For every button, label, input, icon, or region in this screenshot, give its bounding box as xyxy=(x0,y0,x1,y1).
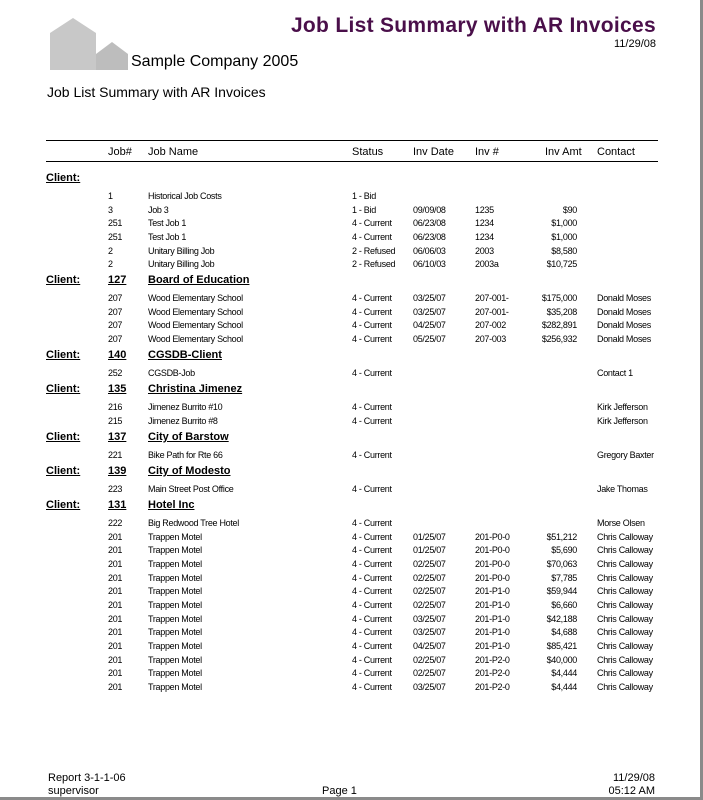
table-row xyxy=(0,559,700,572)
cell-job: 201 xyxy=(108,531,123,542)
cell-inv-num: 201-P2-0 xyxy=(475,654,510,665)
cell-inv-num: 207-001- xyxy=(475,306,509,317)
cell-contact: Chris Calloway xyxy=(597,572,653,583)
cell-job-name: Test Job 1 xyxy=(148,231,187,242)
cell-job-name: Wood Elementary School xyxy=(148,333,243,344)
cell-contact: Chris Calloway xyxy=(597,599,653,610)
cell-status: 4 - Current xyxy=(352,484,392,494)
table-row xyxy=(0,641,700,654)
cell-job-name: Unitary Billing Job xyxy=(148,259,215,270)
col-header-job-name: Job Name xyxy=(148,146,199,158)
table-row xyxy=(0,627,700,640)
cell-job-name: Wood Elementary School xyxy=(148,320,243,331)
cell-inv-date: 03/25/07 xyxy=(413,627,446,638)
cell-status: 4 - Current xyxy=(352,599,392,610)
cell-job: 201 xyxy=(108,572,123,583)
cell-inv-amt: $6,660 xyxy=(551,599,577,610)
cell-inv-num: 201-P1-0 xyxy=(475,613,510,624)
cell-contact: Contact 1 xyxy=(597,368,633,378)
cell-job: 3 xyxy=(108,204,113,215)
cell-contact: Kirk Jefferson xyxy=(597,415,648,426)
cell-job-name: Unitary Billing Job xyxy=(148,245,215,256)
cell-contact: Kirk Jefferson xyxy=(597,402,648,412)
table-row xyxy=(0,600,700,613)
client-code: 127 xyxy=(108,274,127,286)
cell-job-name: Jimenez Burrito #8 xyxy=(148,415,218,426)
client-code: 139 xyxy=(108,465,127,477)
cell-status: 4 - Current xyxy=(352,293,392,303)
cell-status: 4 - Current xyxy=(352,531,392,542)
cell-status: 4 - Current xyxy=(352,306,392,317)
header-rule-top xyxy=(46,140,658,141)
cell-job: 251 xyxy=(108,231,123,242)
table-row xyxy=(0,205,700,218)
cell-inv-amt: $1,000 xyxy=(551,218,577,229)
cell-job: 221 xyxy=(108,450,123,460)
cell-job: 2 xyxy=(108,259,113,270)
cell-job-name: Trappen Motel xyxy=(148,599,202,610)
table-row xyxy=(0,246,700,259)
cell-job-name: Bike Path for Rte 66 xyxy=(148,450,223,460)
cell-inv-num: 1234 xyxy=(475,218,494,229)
cell-inv-num: 201-P2-0 xyxy=(475,668,510,679)
cell-inv-num: 201-P2-0 xyxy=(475,681,510,692)
cell-inv-date: 06/23/08 xyxy=(413,218,446,229)
cell-contact: Donald Moses xyxy=(597,320,651,331)
table-row xyxy=(0,655,700,668)
cell-status: 4 - Current xyxy=(352,320,392,331)
cell-contact: Chris Calloway xyxy=(597,558,653,569)
cell-inv-amt: $256,932 xyxy=(541,333,577,344)
cell-inv-num: 201-P0-0 xyxy=(475,558,510,569)
cell-job-name: Trappen Motel xyxy=(148,572,202,583)
cell-inv-num: 1235 xyxy=(475,204,494,215)
cell-contact: Chris Calloway xyxy=(597,545,653,556)
table-row xyxy=(0,307,700,320)
cell-inv-date: 04/25/07 xyxy=(413,640,446,651)
cell-job: 207 xyxy=(108,320,123,331)
client-name: Hotel Inc xyxy=(148,499,195,511)
client-header xyxy=(0,172,700,188)
client-name: City of Barstow xyxy=(148,431,229,443)
cell-inv-amt: $1,000 xyxy=(551,231,577,242)
table-row xyxy=(0,191,700,204)
cell-inv-amt: $175,000 xyxy=(541,293,577,303)
col-header-job: Job# xyxy=(108,146,132,158)
cell-job: 207 xyxy=(108,333,123,344)
cell-inv-date: 04/25/07 xyxy=(413,320,446,331)
footer-page-number: Page 1 xyxy=(322,785,357,797)
table-row xyxy=(0,545,700,558)
cell-inv-date: 03/25/07 xyxy=(413,306,446,317)
footer-time: 05:12 AM xyxy=(608,785,655,797)
table-row xyxy=(0,532,700,545)
cell-status: 4 - Current xyxy=(352,333,392,344)
cell-job: 201 xyxy=(108,654,123,665)
cell-contact: Chris Calloway xyxy=(597,654,653,665)
cell-status: 4 - Current xyxy=(352,545,392,556)
col-header-inv-num: Inv # xyxy=(475,146,499,158)
cell-status: 4 - Current xyxy=(352,654,392,665)
col-header-inv-amt: Inv Amt xyxy=(545,146,582,158)
cell-job-name: Trappen Motel xyxy=(148,668,202,679)
table-row xyxy=(0,293,700,306)
cell-job: 223 xyxy=(108,484,123,494)
cell-status: 4 - Current xyxy=(352,681,392,692)
cell-job-name: Trappen Motel xyxy=(148,640,202,651)
cell-inv-amt: $5,690 xyxy=(551,545,577,556)
cell-inv-num: 207-003 xyxy=(475,333,506,344)
cell-inv-date: 02/25/07 xyxy=(413,668,446,679)
cell-inv-date: 02/25/07 xyxy=(413,558,446,569)
cell-job: 201 xyxy=(108,586,123,597)
cell-job-name: Trappen Motel xyxy=(148,654,202,665)
company-logo-icon xyxy=(50,18,130,70)
cell-job-name: Trappen Motel xyxy=(148,627,202,638)
table-row xyxy=(0,682,700,695)
cell-inv-amt: $4,444 xyxy=(551,681,577,692)
cell-inv-amt: $85,421 xyxy=(546,640,577,651)
cell-job: 201 xyxy=(108,668,123,679)
cell-inv-num: 201-P1-0 xyxy=(475,586,510,597)
cell-contact: Chris Calloway xyxy=(597,668,653,679)
col-header-contact: Contact xyxy=(597,146,635,158)
cell-inv-date: 01/25/07 xyxy=(413,531,446,542)
cell-inv-date: 02/25/07 xyxy=(413,572,446,583)
cell-contact: Chris Calloway xyxy=(597,586,653,597)
cell-job-name: Historical Job Costs xyxy=(148,191,222,201)
table-row xyxy=(0,402,700,415)
cell-contact: Chris Calloway xyxy=(597,613,653,624)
cell-inv-amt: $8,580 xyxy=(551,245,577,256)
cell-inv-date: 01/25/07 xyxy=(413,545,446,556)
cell-inv-num: 201-P0-0 xyxy=(475,545,510,556)
footer-report-id: Report 3-1-1-06 xyxy=(48,772,126,784)
cell-job-name: Trappen Motel xyxy=(148,613,202,624)
cell-job-name: Test Job 1 xyxy=(148,218,187,229)
cell-inv-date: 03/25/07 xyxy=(413,293,446,303)
footer-user: supervisor xyxy=(48,785,99,797)
client-label: Client: xyxy=(46,172,81,184)
cell-status: 4 - Current xyxy=(352,613,392,624)
table-row xyxy=(0,484,700,497)
cell-job-name: Job 3 xyxy=(148,204,169,215)
cell-job-name: Big Redwood Tree Hotel xyxy=(148,518,239,528)
cell-job: 201 xyxy=(108,627,123,638)
client-name: Christina Jimenez xyxy=(148,383,243,395)
client-header xyxy=(0,465,700,481)
cell-status: 1 - Bid xyxy=(352,191,376,201)
footer-date: 11/29/08 xyxy=(612,772,655,784)
cell-job: 222 xyxy=(108,518,123,528)
cell-status: 4 - Current xyxy=(352,218,392,229)
cell-job-name: Trappen Motel xyxy=(148,531,202,542)
table-row xyxy=(0,232,700,245)
cell-inv-date: 03/25/07 xyxy=(413,681,446,692)
cell-job: 216 xyxy=(108,402,123,412)
cell-job-name: Jimenez Burrito #10 xyxy=(148,402,223,412)
cell-job: 201 xyxy=(108,545,123,556)
cell-contact: Donald Moses xyxy=(597,293,651,303)
cell-status: 4 - Current xyxy=(352,231,392,242)
cell-inv-date: 03/25/07 xyxy=(413,613,446,624)
cell-status: 4 - Current xyxy=(352,668,392,679)
table-row xyxy=(0,416,700,429)
cell-inv-amt: $4,444 xyxy=(551,668,577,679)
cell-job-name: Trappen Motel xyxy=(148,558,202,569)
cell-contact: Jake Thomas xyxy=(597,484,648,494)
cell-contact: Donald Moses xyxy=(597,306,651,317)
cell-job-name: Wood Elementary School xyxy=(148,293,243,303)
cell-job: 207 xyxy=(108,306,123,317)
client-label: Client: xyxy=(46,349,81,361)
client-name: Board of Education xyxy=(148,274,250,286)
cell-inv-amt: $10,725 xyxy=(546,259,577,270)
cell-inv-amt: $7,785 xyxy=(551,572,577,583)
client-name: CGSDB-Client xyxy=(148,349,222,361)
client-header xyxy=(0,499,700,515)
cell-inv-date: 06/06/03 xyxy=(413,245,446,256)
cell-inv-date: 06/10/03 xyxy=(413,259,446,270)
cell-inv-date: 02/25/07 xyxy=(413,654,446,665)
cell-status: 4 - Current xyxy=(352,368,392,378)
client-label: Client: xyxy=(46,383,81,395)
cell-job: 252 xyxy=(108,368,123,378)
client-header xyxy=(0,349,700,365)
table-row xyxy=(0,668,700,681)
cell-inv-num: 201-P0-0 xyxy=(475,572,510,583)
cell-inv-amt: $42,188 xyxy=(546,613,577,624)
cell-job-name: Wood Elementary School xyxy=(148,306,243,317)
cell-job: 201 xyxy=(108,599,123,610)
client-label: Client: xyxy=(46,431,81,443)
cell-status: 2 - Refused xyxy=(352,259,396,270)
cell-inv-num: 2003a xyxy=(475,259,499,270)
client-code: 131 xyxy=(108,499,127,511)
cell-contact: Chris Calloway xyxy=(597,681,653,692)
client-label: Client: xyxy=(46,499,81,511)
cell-inv-date: 02/25/07 xyxy=(413,586,446,597)
client-header xyxy=(0,431,700,447)
cell-contact: Donald Moses xyxy=(597,333,651,344)
table-row xyxy=(0,573,700,586)
client-code: 140 xyxy=(108,349,127,361)
cell-contact: Gregory Baxter xyxy=(597,450,654,460)
cell-job-name: Trappen Motel xyxy=(148,545,202,556)
cell-inv-date: 02/25/07 xyxy=(413,599,446,610)
cell-contact: Chris Calloway xyxy=(597,627,653,638)
report-title: Job List Summary with AR Invoices xyxy=(290,14,656,37)
cell-status: 4 - Current xyxy=(352,586,392,597)
table-row xyxy=(0,614,700,627)
table-row xyxy=(0,368,700,381)
cell-inv-date: 09/09/08 xyxy=(413,204,446,215)
cell-inv-num: 207-002 xyxy=(475,320,506,331)
cell-inv-num: 201-P1-0 xyxy=(475,640,510,651)
cell-status: 1 - Bid xyxy=(352,204,376,215)
cell-inv-amt: $4,688 xyxy=(551,627,577,638)
cell-inv-date: 06/23/08 xyxy=(413,231,446,242)
client-header xyxy=(0,274,700,290)
cell-job-name: CGSDB-Job xyxy=(148,368,195,378)
cell-status: 4 - Current xyxy=(352,640,392,651)
cell-inv-num: 2003 xyxy=(475,245,494,256)
cell-status: 4 - Current xyxy=(352,627,392,638)
cell-job: 201 xyxy=(108,558,123,569)
table-row xyxy=(0,450,700,463)
cell-job-name: Trappen Motel xyxy=(148,681,202,692)
table-row xyxy=(0,218,700,231)
header-rule-bottom xyxy=(46,161,658,162)
cell-inv-amt: $51,212 xyxy=(546,531,577,542)
company-name: Sample Company 2005 xyxy=(131,53,299,70)
cell-inv-amt: $59,944 xyxy=(546,586,577,597)
client-code: 135 xyxy=(108,383,127,395)
client-code: 137 xyxy=(108,431,127,443)
cell-job: 215 xyxy=(108,415,123,426)
cell-inv-num: 207-001- xyxy=(475,293,509,303)
cell-contact: Chris Calloway xyxy=(597,531,653,542)
cell-inv-amt: $40,000 xyxy=(546,654,577,665)
client-name: City of Modesto xyxy=(148,465,231,477)
cell-status: 4 - Current xyxy=(352,518,392,528)
cell-inv-amt: $70,063 xyxy=(546,558,577,569)
cell-status: 4 - Current xyxy=(352,558,392,569)
report-date: 11/29/08 xyxy=(613,38,656,50)
client-label: Client: xyxy=(46,274,81,286)
table-row xyxy=(0,586,700,599)
cell-status: 4 - Current xyxy=(352,450,392,460)
cell-job: 207 xyxy=(108,293,123,303)
cell-job: 201 xyxy=(108,681,123,692)
cell-inv-num: 201-P1-0 xyxy=(475,627,510,638)
cell-job: 201 xyxy=(108,613,123,624)
cell-contact: Morse Olsen xyxy=(597,518,645,528)
cell-inv-amt: $35,208 xyxy=(546,306,577,317)
table-row xyxy=(0,334,700,347)
cell-inv-num: 201-P0-0 xyxy=(475,531,510,542)
report-subtitle: Job List Summary with AR Invoices xyxy=(47,84,266,100)
cell-inv-date: 05/25/07 xyxy=(413,333,446,344)
cell-job-name: Trappen Motel xyxy=(148,586,202,597)
client-label: Client: xyxy=(46,465,81,477)
cell-job-name: Main Street Post Office xyxy=(148,484,234,494)
col-header-status: Status xyxy=(352,146,384,158)
cell-job: 251 xyxy=(108,218,123,229)
cell-job: 2 xyxy=(108,245,113,256)
cell-inv-amt: $90 xyxy=(562,204,577,215)
cell-job: 201 xyxy=(108,640,123,651)
cell-status: 4 - Current xyxy=(352,572,392,583)
cell-inv-num: 201-P1-0 xyxy=(475,599,510,610)
col-header-inv-date: Inv Date xyxy=(413,146,454,158)
cell-status: 4 - Current xyxy=(352,402,392,412)
cell-contact: Chris Calloway xyxy=(597,640,653,651)
client-header xyxy=(0,383,700,399)
cell-inv-amt: $282,891 xyxy=(541,320,577,331)
table-row xyxy=(0,259,700,272)
cell-status: 4 - Current xyxy=(352,415,392,426)
table-row xyxy=(0,518,700,531)
cell-status: 2 - Refused xyxy=(352,245,396,256)
cell-job: 1 xyxy=(108,191,113,201)
table-row xyxy=(0,320,700,333)
cell-inv-num: 1234 xyxy=(475,231,494,242)
